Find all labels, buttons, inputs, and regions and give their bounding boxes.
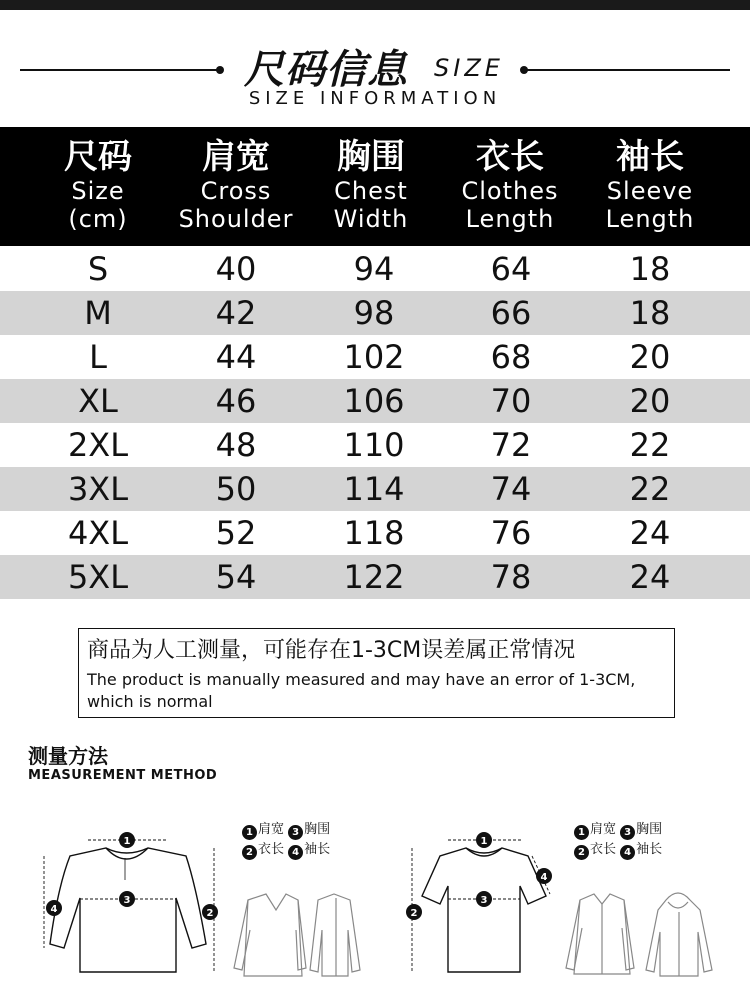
cell-length: 66 bbox=[490, 294, 532, 332]
column-header-en2: Shoulder bbox=[178, 205, 294, 233]
legend-label: 肩宽 bbox=[258, 822, 285, 837]
cell-size: L bbox=[89, 338, 107, 376]
long-sleeve-shirt-icon bbox=[36, 826, 226, 978]
measurement-note bbox=[78, 628, 675, 718]
marker-4: 4 bbox=[50, 904, 58, 915]
cell-sleeve: 24 bbox=[629, 558, 671, 596]
cell-length: 74 bbox=[490, 470, 532, 508]
table-header bbox=[0, 127, 750, 246]
cell-sleeve: 20 bbox=[629, 382, 671, 420]
marker-icon: 2 bbox=[574, 845, 589, 860]
legend-label: 衣长 bbox=[258, 842, 285, 857]
header-dot-left bbox=[216, 66, 224, 74]
marker-icon: 2 bbox=[242, 845, 257, 860]
cell-chest: 114 bbox=[343, 470, 405, 508]
cell-sleeve: 18 bbox=[629, 250, 671, 288]
legend-label: 胸围 bbox=[304, 822, 331, 837]
cell-shoulder: 40 bbox=[215, 250, 257, 288]
cell-chest: 102 bbox=[343, 338, 405, 376]
cell-sleeve: 24 bbox=[629, 514, 671, 552]
legend-label: 袖长 bbox=[636, 842, 663, 857]
cell-chest: 106 bbox=[343, 382, 405, 420]
note-text-cn: 商品为人工测量，可能存在1-3CM误差属正常情况 bbox=[87, 638, 576, 663]
cell-length: 68 bbox=[490, 338, 532, 376]
header-title: 尺码信息 bbox=[244, 47, 408, 93]
marker-icon: 4 bbox=[620, 845, 635, 860]
marker-3: 3 bbox=[480, 895, 488, 906]
column-header-shoulder bbox=[179, 137, 294, 233]
cell-size: 5XL bbox=[67, 558, 129, 596]
method-legend-right bbox=[574, 820, 662, 860]
column-header-en1: Cross bbox=[200, 177, 272, 205]
legend-label: 胸围 bbox=[636, 822, 663, 837]
legend-label: 衣长 bbox=[590, 842, 617, 857]
column-header-cn: 尺码 bbox=[64, 137, 132, 177]
cell-chest: 110 bbox=[343, 426, 405, 464]
header-title-en: SIZE bbox=[434, 54, 504, 82]
cell-size: XL bbox=[78, 382, 118, 420]
cell-length: 78 bbox=[490, 558, 532, 596]
cell-length: 72 bbox=[490, 426, 532, 464]
column-header-en2: Length bbox=[605, 205, 695, 233]
marker-3: 3 bbox=[123, 895, 131, 906]
column-header-en1: Sleeve bbox=[606, 177, 694, 205]
method-title: 测量方法 bbox=[28, 744, 108, 768]
method-legend-left bbox=[242, 820, 330, 860]
cell-chest: 122 bbox=[343, 558, 405, 596]
column-header-en1: Chest bbox=[334, 177, 408, 205]
cell-size: M bbox=[84, 294, 112, 332]
table-row bbox=[0, 247, 750, 291]
marker-icon: 1 bbox=[242, 825, 257, 840]
table-row bbox=[0, 379, 750, 423]
marker-icon: 1 bbox=[574, 825, 589, 840]
cell-length: 70 bbox=[490, 382, 532, 420]
marker-1: 1 bbox=[480, 836, 488, 847]
cell-size: 2XL bbox=[67, 426, 129, 464]
cell-sleeve: 22 bbox=[629, 470, 671, 508]
table-row bbox=[0, 291, 750, 335]
marker-1: 1 bbox=[123, 836, 131, 847]
cell-chest: 94 bbox=[353, 250, 395, 288]
header-subtitle: SIZE INFORMATION bbox=[248, 88, 502, 109]
top-bar bbox=[0, 0, 750, 10]
marker-icon: 3 bbox=[288, 825, 303, 840]
table-row bbox=[0, 555, 750, 599]
header-rule-right bbox=[526, 69, 730, 71]
cell-shoulder: 52 bbox=[215, 514, 257, 552]
jacket-outline-icon bbox=[226, 890, 368, 980]
marker-4: 4 bbox=[540, 872, 548, 883]
cell-length: 64 bbox=[490, 250, 532, 288]
column-header-sleeve bbox=[606, 137, 695, 233]
marker-2: 2 bbox=[410, 908, 418, 919]
legend-label: 袖长 bbox=[304, 842, 331, 857]
column-header-chest bbox=[334, 137, 409, 233]
cell-chest: 98 bbox=[353, 294, 395, 332]
table-row bbox=[0, 511, 750, 555]
column-header-size bbox=[64, 137, 132, 233]
cell-shoulder: 44 bbox=[215, 338, 257, 376]
table-row bbox=[0, 423, 750, 467]
header-rule-left bbox=[20, 69, 218, 71]
column-header-cn: 袖长 bbox=[616, 137, 684, 177]
column-header-en2: (cm) bbox=[68, 205, 128, 233]
table-row bbox=[0, 335, 750, 379]
marker-2: 2 bbox=[206, 908, 214, 919]
cell-shoulder: 54 bbox=[215, 558, 257, 596]
cell-shoulder: 50 bbox=[215, 470, 257, 508]
cell-sleeve: 22 bbox=[629, 426, 671, 464]
cell-sleeve: 18 bbox=[629, 294, 671, 332]
column-header-length bbox=[462, 137, 559, 233]
cell-shoulder: 42 bbox=[215, 294, 257, 332]
legend-label: 肩宽 bbox=[590, 822, 617, 837]
shirt-hoodie-outline-icon bbox=[560, 888, 720, 980]
marker-icon: 3 bbox=[620, 825, 635, 840]
cell-length: 76 bbox=[490, 514, 532, 552]
column-header-en1: Size bbox=[71, 177, 125, 205]
cell-chest: 118 bbox=[343, 514, 405, 552]
column-header-en1: Clothes bbox=[461, 177, 559, 205]
table-row bbox=[0, 467, 750, 511]
column-header-en2: Width bbox=[333, 205, 409, 233]
note-text-en: The product is manually measured and may have an error of 1-3CM, which is normal bbox=[87, 670, 636, 711]
column-header-cn: 胸围 bbox=[336, 137, 405, 177]
cell-sleeve: 20 bbox=[629, 338, 671, 376]
tshirt-icon bbox=[404, 826, 560, 978]
cell-size: S bbox=[87, 250, 109, 288]
marker-icon: 4 bbox=[288, 845, 303, 860]
column-header-en2: Length bbox=[465, 205, 555, 233]
cell-size: 3XL bbox=[67, 470, 129, 508]
method-subtitle: MEASUREMENT METHOD bbox=[28, 768, 218, 783]
column-header-cn: 衣长 bbox=[476, 137, 544, 177]
cell-shoulder: 48 bbox=[215, 426, 257, 464]
cell-shoulder: 46 bbox=[215, 382, 257, 420]
column-header-cn: 肩宽 bbox=[202, 137, 270, 177]
cell-size: 4XL bbox=[67, 514, 129, 552]
